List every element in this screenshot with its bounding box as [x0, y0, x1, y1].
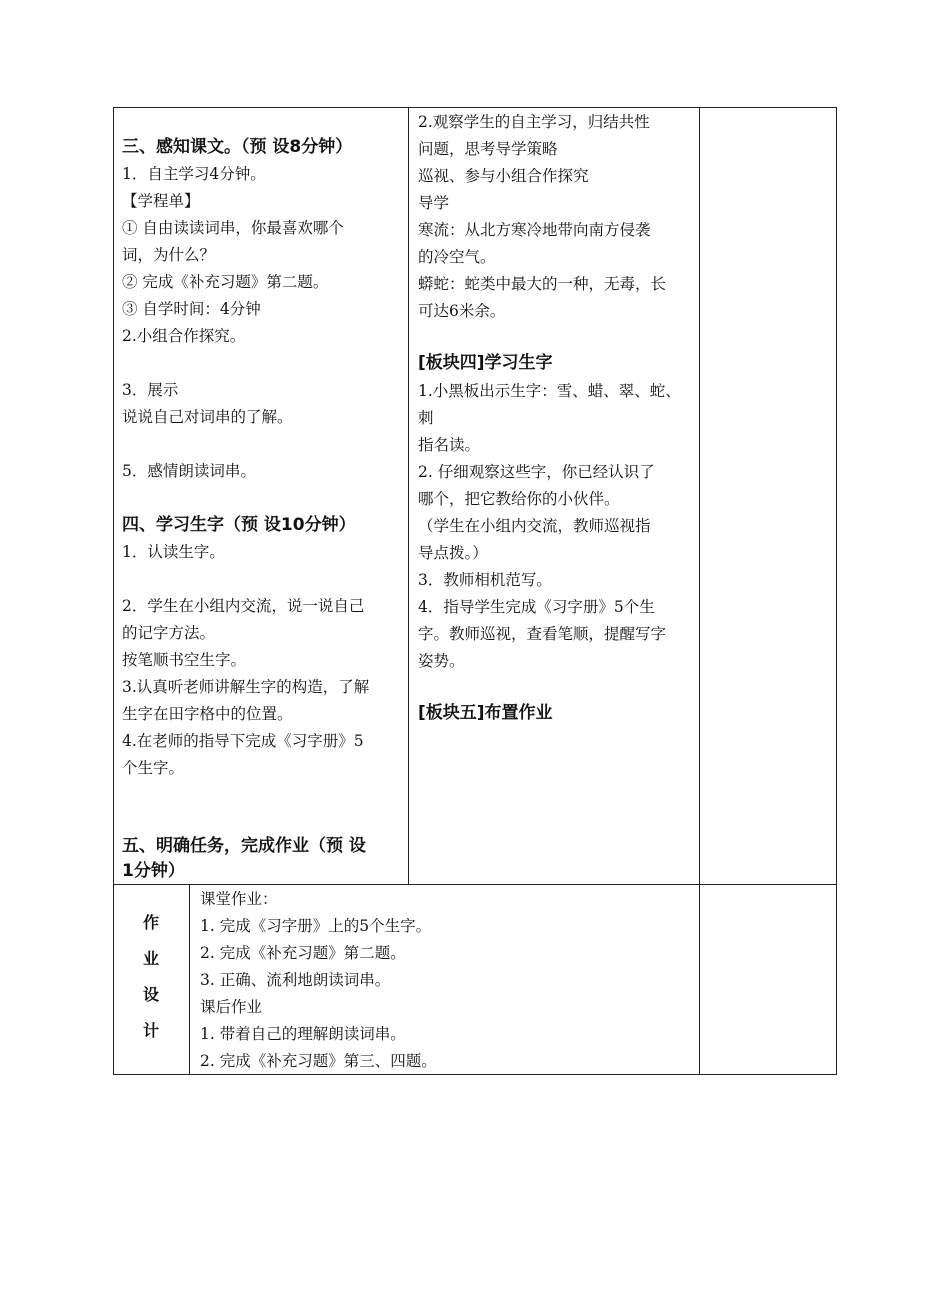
text-line: 刺 [418, 409, 434, 427]
text-line: 3．展示 [122, 381, 179, 399]
text-line: 3. 正确、流利地朗读词串。 [200, 971, 391, 989]
text-line: 2. 仔细观察这些字，你已经认识了 [418, 463, 655, 481]
text-line: 1．自主学习4分钟。 [122, 165, 266, 183]
text-line: 生字在田字格中的位置。 [122, 705, 293, 723]
table-border-right [836, 107, 837, 1075]
section-heading: [板块四]学习生字 [418, 353, 553, 373]
text-line: 问题，思考导学策略 [418, 140, 558, 158]
text-line: 巡视、参与小组合作探究 [418, 167, 589, 185]
section-heading: 五、明确任务，完成作业（预 设 [122, 836, 366, 856]
homework-label-char: 作 [142, 913, 159, 932]
table-border-top [113, 107, 837, 108]
text-line: 蟒蛇：蛇类中最大的一种，无毒，长 [418, 275, 667, 293]
text-line: 可达6米余。 [418, 302, 506, 320]
text-line: 4.在老师的指导下完成《习字册》5 [122, 732, 364, 750]
column-divider-notes [699, 107, 700, 1075]
text-line: 2.小组合作探究。 [122, 327, 246, 345]
text-line: 2. 完成《补充习题》第二题。 [200, 944, 406, 962]
text-line: 3．教师相机范写。 [418, 571, 552, 589]
text-line: ② 完成《补充习题》第二题。 [122, 273, 329, 291]
text-line: 5．感情朗读词串。 [122, 462, 256, 480]
text-line: 2. 完成《补充习题》第三、四题。 [200, 1052, 437, 1070]
text-line: ③ 自学时间：4分钟 [122, 300, 261, 318]
text-line: 说说自己对词串的了解。 [122, 408, 293, 426]
text-line: 哪个，把它教给你的小伙伴。 [418, 490, 620, 508]
homework-label-char: 业 [142, 949, 159, 968]
text-line: 按笔顺书空生字。 [122, 651, 247, 669]
text-line: 课后作业 [200, 998, 263, 1016]
text-line: 寒流：从北方寒冷地带向南方侵袭 [418, 221, 651, 239]
text-line: （学生在小组内交流，教师巡视指 [418, 517, 651, 535]
homework-label-char: 计 [142, 1021, 159, 1040]
text-line: 导学 [418, 194, 450, 212]
table-border-row-divider [113, 884, 837, 885]
homework-label-char: 设 [142, 985, 159, 1004]
text-line: 字。教师巡视，查看笔顺，提醒写字 [418, 625, 667, 643]
text-line: 导点拨。） [418, 544, 488, 562]
column-divider-left-middle [408, 107, 409, 885]
text-line: 的冷空气。 [418, 248, 496, 266]
text-line: 1. 完成《习字册》上的5个生字。 [200, 917, 432, 935]
text-line: 【学程单】 [122, 192, 200, 210]
text-line: 1．认读生字。 [122, 543, 225, 561]
section-heading: 四、学习生字（预 设10分钟） [122, 515, 356, 535]
text-line: 姿势。 [418, 652, 465, 670]
text-line: 指名读。 [418, 436, 481, 454]
text-line: 的记字方法。 [122, 624, 216, 642]
text-line: 课堂作业： [200, 890, 278, 908]
section-heading: [板块五]布置作业 [418, 703, 553, 723]
text-line: 3.认真听老师讲解生字的构造，了解 [122, 678, 370, 696]
text-line: 2．学生在小组内交流，说一说自己 [122, 597, 365, 615]
text-line: 个生字。 [122, 759, 185, 777]
column-divider-homework-label [189, 884, 190, 1075]
text-line: ① 自由读读词串，你最喜欢哪个 [122, 219, 344, 237]
text-line: 1.小黑板出示生字：雪、蜡、翠、蛇、 [418, 382, 681, 400]
text-line: 词，为什么？ [122, 246, 216, 264]
section-heading: 三、感知课文。（预 设8分钟） [122, 137, 353, 157]
section-heading: 1分钟） [122, 861, 185, 881]
text-line: 2.观察学生的自主学习，归结共性 [418, 113, 650, 131]
text-line: 4．指导学生完成《习字册》5个生 [418, 598, 655, 616]
text-line: 1. 带着自己的理解朗读词串。 [200, 1025, 406, 1043]
